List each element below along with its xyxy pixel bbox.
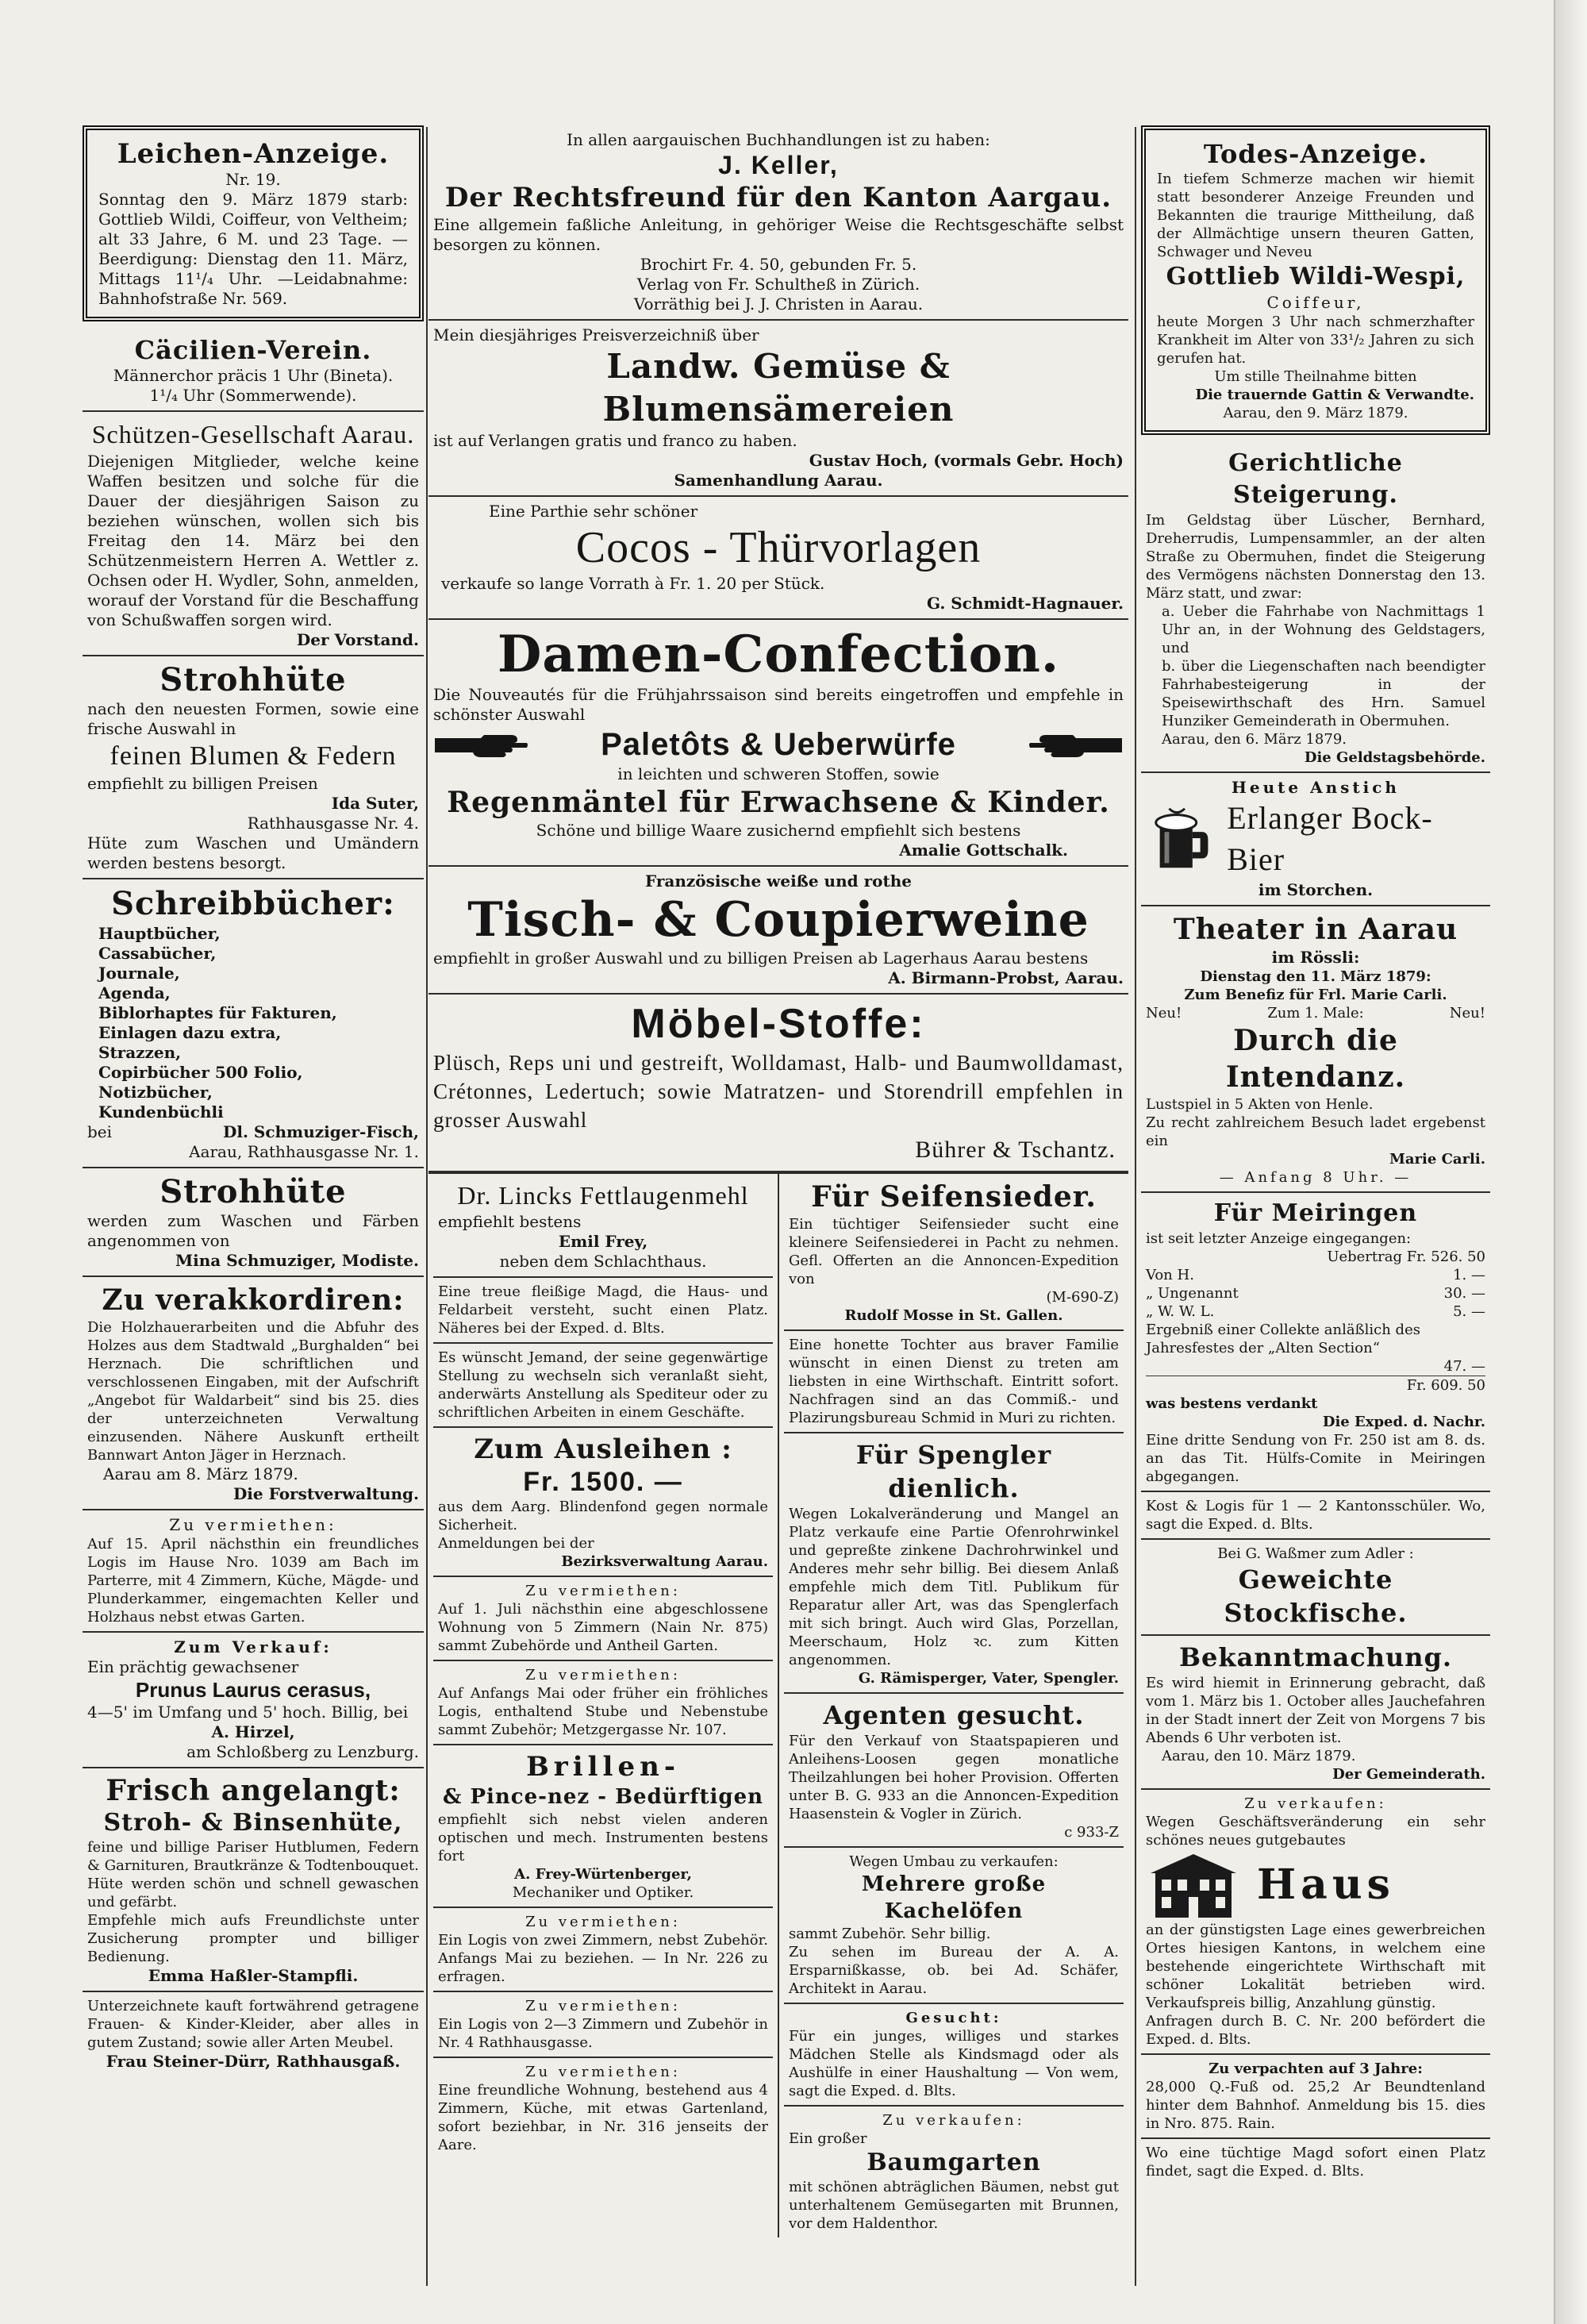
stockfische-ad: [1141, 1540, 1490, 1636]
ad-text: Neu!: [1146, 1005, 1182, 1022]
deceased-name: Gottlieb Wildi-Wespi,: [1166, 263, 1466, 290]
ad-text: Anmeldungen bei der: [438, 1535, 594, 1552]
ad-title: Für Seifensieder.: [811, 1180, 1097, 1214]
ad-publisher: Verlag von Fr. Schultheß in Zürich.: [636, 275, 920, 294]
row-label: „ W. W. L.: [1146, 1303, 1215, 1320]
ad-text: Plüsch, Reps uni und gestreift, Wolldamast, Halb- und Baumwolldamast, Crétonnes, Ledertuch; sowie Matratzen- und Storendrill empfehlen in grosser Auswahl: [433, 1051, 1124, 1132]
pointing-hand-left-icon: [1028, 729, 1124, 760]
ad-intro: Mein diesjähriges Preisverzeichniß über: [433, 325, 759, 344]
ad-signature: Frau Steiner-Dürr, Rathhausgaß.: [106, 2052, 401, 2071]
list-item: Notizbücher,: [98, 1083, 213, 1102]
ad-text: Schöne und billige Waare zusichernd empfiehlt sich bestens: [536, 821, 1021, 840]
ad-stockist: Vorräthig bei J. J. Christen in Aarau.: [633, 294, 924, 314]
vermiethen-ad: [433, 1992, 773, 2058]
ad-title: Geweichte Stockfische.: [1224, 1564, 1408, 1628]
ad-signature: Der Vorstand.: [296, 630, 419, 649]
ad-highlight: Paletôts & Ueberwürfe: [601, 727, 956, 762]
ad-intro: Heute Anstich: [1232, 778, 1400, 797]
ad-text: 28,000 Q.-Fuß od. 25,2 Ar Beundtenland hinter dem Bahnhof. Anmeldung bis 15. dies in Nro. 875. Rain.: [1146, 2079, 1485, 2132]
ad-signature: Emma Haßler-Stampfli.: [148, 1966, 359, 1985]
ad-title: Zu vermiethen:: [525, 1998, 681, 2014]
strohhuete-waschen-ad: [83, 1168, 424, 1277]
ad-title: Baumgarten: [867, 2149, 1041, 2176]
ad-intro: Zu verkaufen:: [882, 2112, 1025, 2129]
ad-text: sammt Zubehör. Sehr billig.: [789, 1926, 991, 1942]
schreibbuecher-ad: [83, 879, 424, 1168]
meubel-ad: [83, 1992, 424, 2076]
ad-signature: A. Hirzel,: [211, 1722, 295, 1741]
house-icon: [1146, 1849, 1241, 1921]
ad-text: Eine honette Tochter aus braver Familie wünscht in einen Dienst zu treten am liebsten in eine Wirthschaft. Eintritt sofort. Nachfragen sind an das Commiß.- und Plazirungsbureau Schmid in Muri zu richten.: [789, 1337, 1119, 1426]
spediteur-ad: [433, 1344, 773, 1428]
spengler-ad: [784, 1433, 1124, 1694]
ad-price: Brochirt Fr. 4. 50, gebunden Fr. 5.: [640, 255, 917, 274]
ad-text: Eine dritte Sendung von Fr. 250 ist am 8. ds. an das Tit. Hülfs-Comite in Meiringen abgegangen.: [1146, 1432, 1485, 1485]
beer-mug-icon: [1146, 803, 1216, 875]
ad-highlight: Regenmäntel für Erwachsene & Kinder.: [447, 786, 1110, 819]
middle-column: [428, 125, 1128, 2300]
ad-signature: Mina Schmuziger, Modiste.: [175, 1251, 419, 1270]
ad-title: Brillen-: [526, 1751, 680, 1783]
ad-title: Zum Verkauf:: [174, 1637, 332, 1656]
kacheloefen-ad: [784, 1848, 1124, 2004]
ad-signature: Amalie Gottschalk.: [899, 841, 1068, 860]
list-item: b. über die Liegenschaften nach beendigter Fahrhabesteigerung in der Speisewirthschaft des Hrn. Samuel Hunziker Gemeinderath in Obermuhen.: [1162, 658, 1485, 729]
tochter-ad: [784, 1331, 1124, 1433]
ad-text: empfiehlt in großer Auswahl und zu billigen Preisen ab Lagerhaus Aarau bestens: [433, 948, 1089, 968]
ad-text: Um stille Theilnahme bitten: [1214, 368, 1417, 385]
list-item: a. Ueber die Fahrhabe von Nachmittags 1 Uhr an, in der Wohnung des Geldstagers, und: [1162, 603, 1485, 656]
ad-text: Lustspiel in 5 Akten von Henle.: [1146, 1096, 1374, 1113]
row-label: „ Ungenannt: [1146, 1285, 1239, 1302]
ad-address: Mechaniker und Optiker.: [512, 1884, 694, 1901]
ad-title: Für Spengler dienlich.: [855, 1440, 1052, 1503]
seifensieder-ad: [784, 1174, 1124, 1331]
ad-signature: Rudolf Mosse in St. Gallen.: [844, 1307, 1063, 1324]
schuetzen-ad: [83, 412, 424, 656]
ad-signature: Emil Frey,: [558, 1232, 648, 1251]
list-item: Journale,: [98, 964, 180, 983]
ad-text: 1¹/₄ Uhr (Sommerwende).: [149, 386, 357, 405]
theater-ad: [1141, 906, 1490, 1193]
ad-code: (M-690-Z): [1046, 1289, 1119, 1306]
deceased-job: Coiffeur,: [1266, 293, 1365, 312]
ad-text: empfiehlt zu billigen Preisen: [87, 774, 318, 793]
ad-text: Unterzeichnete kauft fortwährend getragene Frauen- & Kinder-Kleider, aber alles in gutem Zustand; sowie aller Arten Meubel.: [87, 1998, 419, 2051]
ad-text: Zu recht zahlreichem Besuch ladet ergebenst ein: [1146, 1114, 1485, 1149]
ad-text: In tiefem Schmerze machen wir hiemit statt besonderer Anzeige Freunden und Bekannten die traurige Mittheilung, daß der Allmächtige unsern theuren Gatten, Schwager und Neveu: [1157, 171, 1474, 260]
ad-text: Zum 1. Male:: [1267, 1005, 1364, 1022]
ad-signature: G. Schmidt-Hagnauer.: [926, 594, 1124, 613]
ad-text: Männerchor präcis 1 Uhr (Bineta).: [113, 366, 394, 385]
ad-text: Auf Anfangs Mai oder früher ein fröhliches Logis, enthaltend Stube und Nebenstube sammt Zubehör; Metzgergasse Nr. 107.: [438, 1685, 768, 1738]
ad-signature: Die Forstverwaltung.: [232, 1484, 419, 1503]
ad-title: Landw. Gemüse & Blumensämereien: [602, 347, 955, 429]
baumgarten-ad: [784, 2107, 1124, 2237]
vermiethen-ad: [83, 1510, 424, 1633]
verkauf-ad: [83, 1633, 424, 1768]
ad-signature: A. Birmann-Probst, Aarau.: [888, 968, 1124, 987]
ad-title: Cäcilien-Verein.: [134, 335, 372, 365]
ad-text: Wo eine tüchtige Magd sofort einen Platz findet, sagt die Exped. d. Blts.: [1146, 2145, 1485, 2180]
ad-text: Anfragen durch B. C. Nr. 200 befördert die Exped. d. Blts.: [1146, 2013, 1485, 2048]
ad-code: c 933-Z: [1064, 1824, 1119, 1841]
weine-ad: [428, 867, 1128, 995]
verpachten-ad: [1141, 2055, 1490, 2139]
ad-title: Leichen-Anzeige.: [117, 138, 390, 170]
ad-title: Schreibbücher:: [111, 885, 395, 922]
damen-confection-ad: [428, 620, 1128, 867]
gesucht-ad: [784, 2004, 1124, 2107]
ad-amount: 47. —: [1443, 1358, 1485, 1375]
ad-text: mit schönen abträglichen Bäumen, nebst gut unterhaltenem Gemüsegarten mit Brunnen, vor dem Haldenthor.: [789, 2179, 1119, 2232]
ad-text: empfiehlt sich nebst vielen anderen optischen und mech. Instrumenten bestens fort: [438, 1811, 768, 1864]
ad-title: Gerichtliche Steigerung.: [1228, 449, 1403, 509]
ad-address: Aarau, Rathhausgasse Nr. 1.: [189, 1142, 419, 1161]
ad-title: Zu vermiethen:: [525, 1914, 681, 1930]
ad-signature: Die trauernde Gattin & Verwandte.: [1195, 387, 1474, 403]
table-row: [1146, 1302, 1485, 1321]
ad-total: Fr. 609. 50: [1146, 1376, 1485, 1395]
ad-title: Haus: [1257, 1860, 1395, 1909]
ad-date: Aarau, den 6. März 1879.: [1162, 731, 1347, 748]
moebel-stoffe-ad: [428, 995, 1128, 1172]
ad-text: Es wünscht Jemand, der seine gegenwärtige Stellung zu wechseln sich veranlaßt sieht, anderwärts Anstellung als Spediteur oder zu schriftlichen Arbeiten in einem Geschäfte.: [438, 1349, 768, 1421]
ad-text: 4—5' im Umfang und 5' hoch. Billig, bei: [87, 1703, 409, 1722]
ausleihen-ad: [433, 1428, 773, 1577]
ad-title: Zu verakkordiren:: [102, 1283, 405, 1317]
vermiethen-ad: [433, 1908, 773, 1992]
ad-title: Strohhüte: [159, 1173, 347, 1210]
ad-title: Cocos - Thürvorlagen: [575, 523, 982, 572]
magd-ad: [433, 1278, 773, 1344]
ad-signature: Bezirksverwaltung Aarau.: [561, 1553, 768, 1570]
frisch-angelangt-ad: [83, 1768, 424, 1992]
ad-intro: Eine Parthie sehr schöner: [489, 502, 698, 521]
ad-title: Zu verpachten auf 3 Jahre:: [1209, 2060, 1423, 2077]
cocos-ad: [428, 497, 1128, 620]
list-item: Einlagen dazu extra,: [98, 1023, 282, 1042]
ad-signature: Gustav Hoch, (vormals Gebr. Hoch): [809, 451, 1124, 470]
ad-signature: Die Geldstagsbehörde.: [1304, 749, 1485, 766]
ad-subtitle: im Rössli:: [1271, 948, 1360, 967]
vermiethen-ad: [433, 1577, 773, 1661]
vermiethen-ad: [433, 1661, 773, 1745]
list-item: Agenda,: [98, 983, 171, 1002]
ad-highlight: Prunus Laurus cerasus,: [135, 1678, 371, 1702]
list-item: Kundenbüchli: [98, 1102, 224, 1122]
ad-text: Für ein junges, williges und starkes Mädchen Stelle als Kindsmagd oder als Aushülfe in einer Haushaltung — Von wem, sagt die Exped. d. Blts.: [789, 2028, 1119, 2099]
ad-text: in leichten und schweren Stoffen, sowie: [617, 764, 940, 783]
ad-title: Bekanntmachung.: [1178, 1642, 1452, 1672]
strohhuete-ad: [83, 656, 424, 879]
ad-amount: Uebertrag Fr. 526. 50: [1327, 1249, 1485, 1265]
row-value: 5. —: [1453, 1303, 1485, 1320]
ad-title: Zum Ausleihen :: [474, 1433, 732, 1465]
ad-amount: Fr. 1500. —: [523, 1467, 683, 1497]
ad-start-time: — Anfang 8 Uhr. —: [1219, 1169, 1412, 1186]
ad-text: Hüte zum Waschen und Umändern werden bestens besorgt.: [87, 833, 419, 872]
ad-text: Eine allgemein faßliche Anleitung, in gehöriger Weise die Rechtsgeschäfte selbst besorgen zu können.: [433, 215, 1124, 254]
bekanntmachung-ad: [1141, 1636, 1490, 1790]
ad-text: heute Morgen 3 Uhr nach schmerzhafter Krankheit im Alter von 33¹/₂ Jahren zu sich gerufen hat.: [1157, 314, 1474, 367]
ad-address: neben dem Schlachthaus.: [499, 1252, 707, 1271]
column-rule: [426, 127, 428, 2286]
ad-title: Für Meiringen: [1213, 1199, 1418, 1227]
pointing-hand-right-icon: [433, 729, 528, 760]
ad-signature: Ida Suter,: [331, 794, 419, 813]
ad-signature: Samenhandlung Aarau.: [674, 471, 883, 490]
caecilien-ad: [83, 329, 424, 412]
ad-signature: G. Rämisperger, Vater, Spengler.: [858, 1670, 1119, 1687]
row-label: Von H.: [1146, 1267, 1194, 1283]
ad-title: Der Rechtsfreund für den Kanton Aargau.: [444, 182, 1112, 214]
ad-signature: Dl. Schmuziger-Fisch,: [223, 1122, 419, 1141]
ad-text: Empfehle mich aufs Freundlichste unter Zusicherung prompter und billiger Bedienung.: [87, 1912, 419, 1965]
vermiethen-ad: [433, 2058, 773, 2159]
agenten-ad: [784, 1694, 1124, 1848]
column-rule: [1135, 127, 1136, 2286]
ad-date: Aarau, den 10. März 1879.: [1162, 1748, 1356, 1764]
ad-text: Sonntag den 9. März 1879 starb: Gottlieb Wildi, Coiffeur, von Veltheim; alt 33 Jahre, 6 M. und 23 Tage. — Beerdigung: Dienstag den 11. März, Mittags 11¹/₄ Uhr. —Leidabnahme: Bahnhofstraße Nr. 569.: [98, 190, 408, 308]
middle-subcolumn-b: [779, 1174, 1128, 2237]
ad-address: Rathhausgasse Nr. 4.: [247, 814, 419, 833]
middle-subcolumn-a: [428, 1174, 779, 2237]
list-item: Cassabücher,: [98, 944, 217, 963]
ad-text: Zu sehen im Bureau der A. A. Ersparnißkasse, ob. bei Ad. Schäfer, Architekt in Aarau.: [789, 1944, 1119, 1997]
ad-text: Wegen Lokalveränderung und Mangel an Platz verkaufe eine Partie Ofenrohrwinkel und gepreßte zinkene Dachrohrwinkel und Anderes mehr sehr billig. Bei diesem Anlaß empfehle mich dem Titl. Publikum für Reparatur aller Art, was das Spenglerfach mit sich bringt. Auch wird Glas, Porzellan, Meerschaum, Holz ꝛc. zum Kitten angenommen.: [789, 1506, 1119, 1668]
ad-date: Dienstag den 11. März 1879:: [1200, 968, 1431, 985]
magd-gesucht-ad: [1141, 2139, 1490, 2185]
steigerung-ad: [1141, 443, 1490, 773]
ad-text: nach den neuesten Formen, sowie eine frische Auswahl in: [87, 699, 419, 738]
ad-text: Eine freundliche Wohnung, bestehend aus 4 Zimmern, Küche, mit etwas Gartenland, sofort beziehbar, in Nr. 316 jenseits der Aare.: [438, 2082, 768, 2153]
ad-title: Zu vermiethen:: [525, 1667, 681, 1683]
meiringen-ad: [1141, 1193, 1490, 1492]
ad-subtitle: & Pince-nez - Bedürftigen: [442, 1785, 764, 1809]
table-row: [1146, 1266, 1485, 1284]
ad-number: Nr. 19.: [225, 170, 281, 189]
ad-title: Strohhüte: [159, 661, 347, 698]
ad-text: Zum Benefiz für Frl. Marie Carli.: [1184, 987, 1447, 1003]
list-item: Biblorhaptes für Fakturen,: [98, 1003, 337, 1022]
ad-title: Zu vermiethen:: [525, 1583, 681, 1599]
ad-address: am Schloßberg zu Lenzburg.: [186, 1742, 419, 1761]
ad-text: Ergebniß einer Collekte anläßlich des Jahresfestes der „Alten Section“: [1146, 1322, 1420, 1356]
ad-text: ist seit letzter Anzeige eingegangen:: [1146, 1230, 1412, 1247]
ad-text: Auf 1. Juli nächsthin eine abgeschlossene Wohnung von 5 Zimmern (Nain Nr. 875) sammt Zubehörde und Antheil Garten.: [438, 1601, 768, 1654]
ad-title: Todes-Anzeige.: [1203, 139, 1428, 169]
ad-title: Schützen-Gesellschaft Aarau.: [91, 420, 415, 448]
ad-text: aus dem Aarg. Blindenfond gegen normale Sicherheit.: [438, 1499, 768, 1533]
ad-title: Zu vermiethen:: [525, 2064, 681, 2080]
kost-logis-ad: [1141, 1492, 1490, 1540]
lincks-ad: [433, 1174, 773, 1278]
ad-text: Ein großer: [789, 2130, 867, 2147]
ad-title: Möbel-Stoffe:: [631, 1001, 926, 1047]
ad-highlight: feinen Blumen & Federn: [110, 741, 397, 771]
ad-signature: Marie Carli.: [1389, 1151, 1485, 1168]
ad-intro: In allen aargauischen Buchhandlungen ist zu haben:: [567, 130, 990, 149]
ad-text: Kost & Logis für 1 — 2 Kantonsschüler. Wo, sagt die Exped. d. Blts.: [1146, 1498, 1485, 1533]
ad-text: an der günstigsten Lage eines gewerbreichen Ortes hiesigen Kantons, in welchem eine bestehende eingerichtete Wirthschaft mit schöner Lokalität betrieben wird. Verkaufspreis billig, Anzahlung günstig.: [1146, 1922, 1485, 2011]
ad-text: Auf 15. April nächsthin ein freundliches Logis im Hause Nro. 1039 am Bach im Parterre, mit 4 Zimmern, Küche, Mägde- und Plunderkammer, eingemachten Keller und Holzhaus nebst etwas Garten.: [87, 1536, 419, 1626]
row-value: 1. —: [1453, 1267, 1485, 1283]
ad-text: feine und billige Pariser Hutblumen, Federn & Garnituren, Brautkränze & Todtenbouquet.: [87, 1839, 419, 1874]
leichen-anzeige: [83, 125, 424, 321]
ad-signature: A. Frey-Würtenberger,: [514, 1866, 692, 1883]
list-item: Copirbücher 500 Folio,: [98, 1063, 303, 1082]
ad-text: werden zum Waschen und Färben angenommen von: [87, 1211, 419, 1250]
ad-text: verkaufe so lange Vorrath à Fr. 1. 20 per Stück.: [441, 574, 825, 593]
ad-signature: Bührer & Tschantz.: [915, 1137, 1116, 1163]
left-column: [83, 125, 424, 2300]
ad-title: Zu vermiethen:: [169, 1515, 337, 1534]
ad-text: bei: [87, 1122, 113, 1141]
ad-title: Frisch angelangt:: [106, 1774, 401, 1807]
ad-text: Für den Verkauf von Staatspapieren und Anleihens-Loosen gegen monatliche Theilzahlungen bei hoher Provision. Offerten unter B. G. 933 an die Annoncen-Expedition Haasenstein & Vogler in Zürich.: [789, 1733, 1119, 1822]
list-item: Hauptbücher,: [98, 924, 221, 943]
ad-text: Die Nouveautés für die Frühjahrssaison sind bereits eingetroffen und empfehle in schönster Auswahl: [433, 685, 1124, 724]
ad-title: Tisch- & Coupierweine: [467, 892, 1089, 948]
bock-bier-ad: [1141, 773, 1490, 906]
ad-intro: Bei G. Waßmer zum Adler :: [1217, 1545, 1414, 1562]
ad-text: was bestens verdankt: [1146, 1395, 1318, 1412]
ad-text: Ein Logis von zwei Zimmern, nebst Zubehör. Anfangs Mai zu beziehen. — In Nr. 226 zu erfragen.: [438, 1932, 768, 1985]
keller-ad: [428, 125, 1128, 321]
ad-text: Ein prächtig gewachsener: [87, 1657, 299, 1676]
ad-text: empfiehlt bestens: [438, 1212, 582, 1231]
list-item: Strazzen,: [98, 1043, 182, 1062]
right-column: [1141, 125, 1490, 2300]
ad-signature: Der Gemeinderath.: [1332, 1766, 1485, 1783]
ad-text: Ein tüchtiger Seifensieder sucht eine kleinere Seifensiederei in Pacht zu nehmen. Gefl. Offerten an die Annoncen-Expedition von: [789, 1216, 1119, 1287]
ad-date: Aarau, den 9. März 1879.: [1223, 405, 1408, 421]
play-title: Durch die Intendanz.: [1225, 1024, 1406, 1094]
ad-title: Dr. Lincks Fettlaugenmehl: [457, 1181, 749, 1210]
row-value: 30. —: [1443, 1285, 1485, 1302]
ad-text: Neu!: [1449, 1005, 1485, 1022]
haus-ad: [1141, 1790, 1490, 2055]
ad-title: Damen-Confection.: [497, 625, 1060, 684]
brillen-ad: [433, 1745, 773, 1908]
ad-title: Mehrere große Kachelöfen: [861, 1872, 1047, 1923]
verakkordiren-ad: [83, 1277, 424, 1510]
ad-text: Ein Logis von 2—3 Zimmern und Zubehör in Nr. 4 Rathhausgasse.: [438, 2016, 768, 2051]
ad-text: ist auf Verlangen gratis und franco zu haben.: [433, 431, 797, 450]
ad-intro: Zu verkaufen:: [1244, 1795, 1387, 1812]
page-edge: [1554, 0, 1587, 2324]
ad-title: Theater in Aarau: [1173, 913, 1458, 946]
ad-text: Wegen Geschäftsveränderung ein sehr schönes neues gutgebautes: [1146, 1814, 1485, 1849]
todes-anzeige: [1141, 125, 1490, 435]
ad-signature: im Storchen.: [1258, 880, 1374, 899]
ad-title: Erlanger Bock-Bier: [1227, 800, 1433, 877]
ad-text: Die Holzhauerarbeiten und die Abfuhr des Holzes aus dem Stadtwald „Burghalden“ bei Herznach. Die schriftlichen und verschlossenen Eingaben, mit der Aufschrift „Angebot für Waldarbeit“ sind bis 25. dies der unterzeichneten Verwaltung einzusenden. Nähere Auskunft ertheilt Bannwart Anton Jäger in Herznach.: [87, 1319, 419, 1464]
ad-title: Gesucht:: [905, 2010, 1002, 2026]
ad-intro: Französische weiße und rothe: [645, 872, 912, 891]
ad-author: J. Keller,: [718, 151, 839, 179]
ad-date: Aarau am 8. März 1879.: [103, 1464, 298, 1483]
middle-subcolumns: [428, 1172, 1128, 2237]
ad-text: Eine treue fleißige Magd, die Haus- und Feldarbeit versteht, sucht einen Platz. Näheres bei der Exped. d. Blts.: [438, 1283, 768, 1337]
ad-text: Es wird hiemit in Erinnerung gebracht, daß vom 1. März bis 1. October alles Jauchefahren in der Stadt innert der Zeit von Morgens 7 bis Abends 6 Uhr verboten ist.: [1146, 1675, 1485, 1746]
ad-text: Im Geldstag über Lüscher, Bernhard, Dreherrudis, Lumpensammler, an der alten Straße zu Obermuhen, findet die Steigerung des Vermögens nächsten Donnerstag den 13. März statt, und zwar:: [1146, 512, 1485, 602]
ad-intro: Wegen Umbau zu verkaufen:: [849, 1853, 1059, 1870]
table-row: [1146, 1284, 1485, 1302]
ad-text: Hüte werden schön und schnell gewaschen und gefärbt.: [87, 1876, 419, 1910]
hoch-ad: [428, 321, 1128, 497]
ad-subtitle: Stroh- & Binsenhüte,: [103, 1809, 403, 1837]
ad-title: Agenten gesucht.: [823, 1700, 1085, 1730]
ad-text: Diejenigen Mitglieder, welche keine Waffen besitzen und solche für die Dauer der diesjährigen Saison zu beziehen wünschen, wollen sich bis Freitag den 14. März bei den Schützenmeistern Herren A. Wettler z. Ochsen oder H. Wydler, Sohn, anmelden, worauf der Vorstand für die Beschaffung von Schußwaffen sorgen wird.: [87, 452, 419, 629]
ad-signature: Die Exped. d. Nachr.: [1322, 1414, 1485, 1430]
